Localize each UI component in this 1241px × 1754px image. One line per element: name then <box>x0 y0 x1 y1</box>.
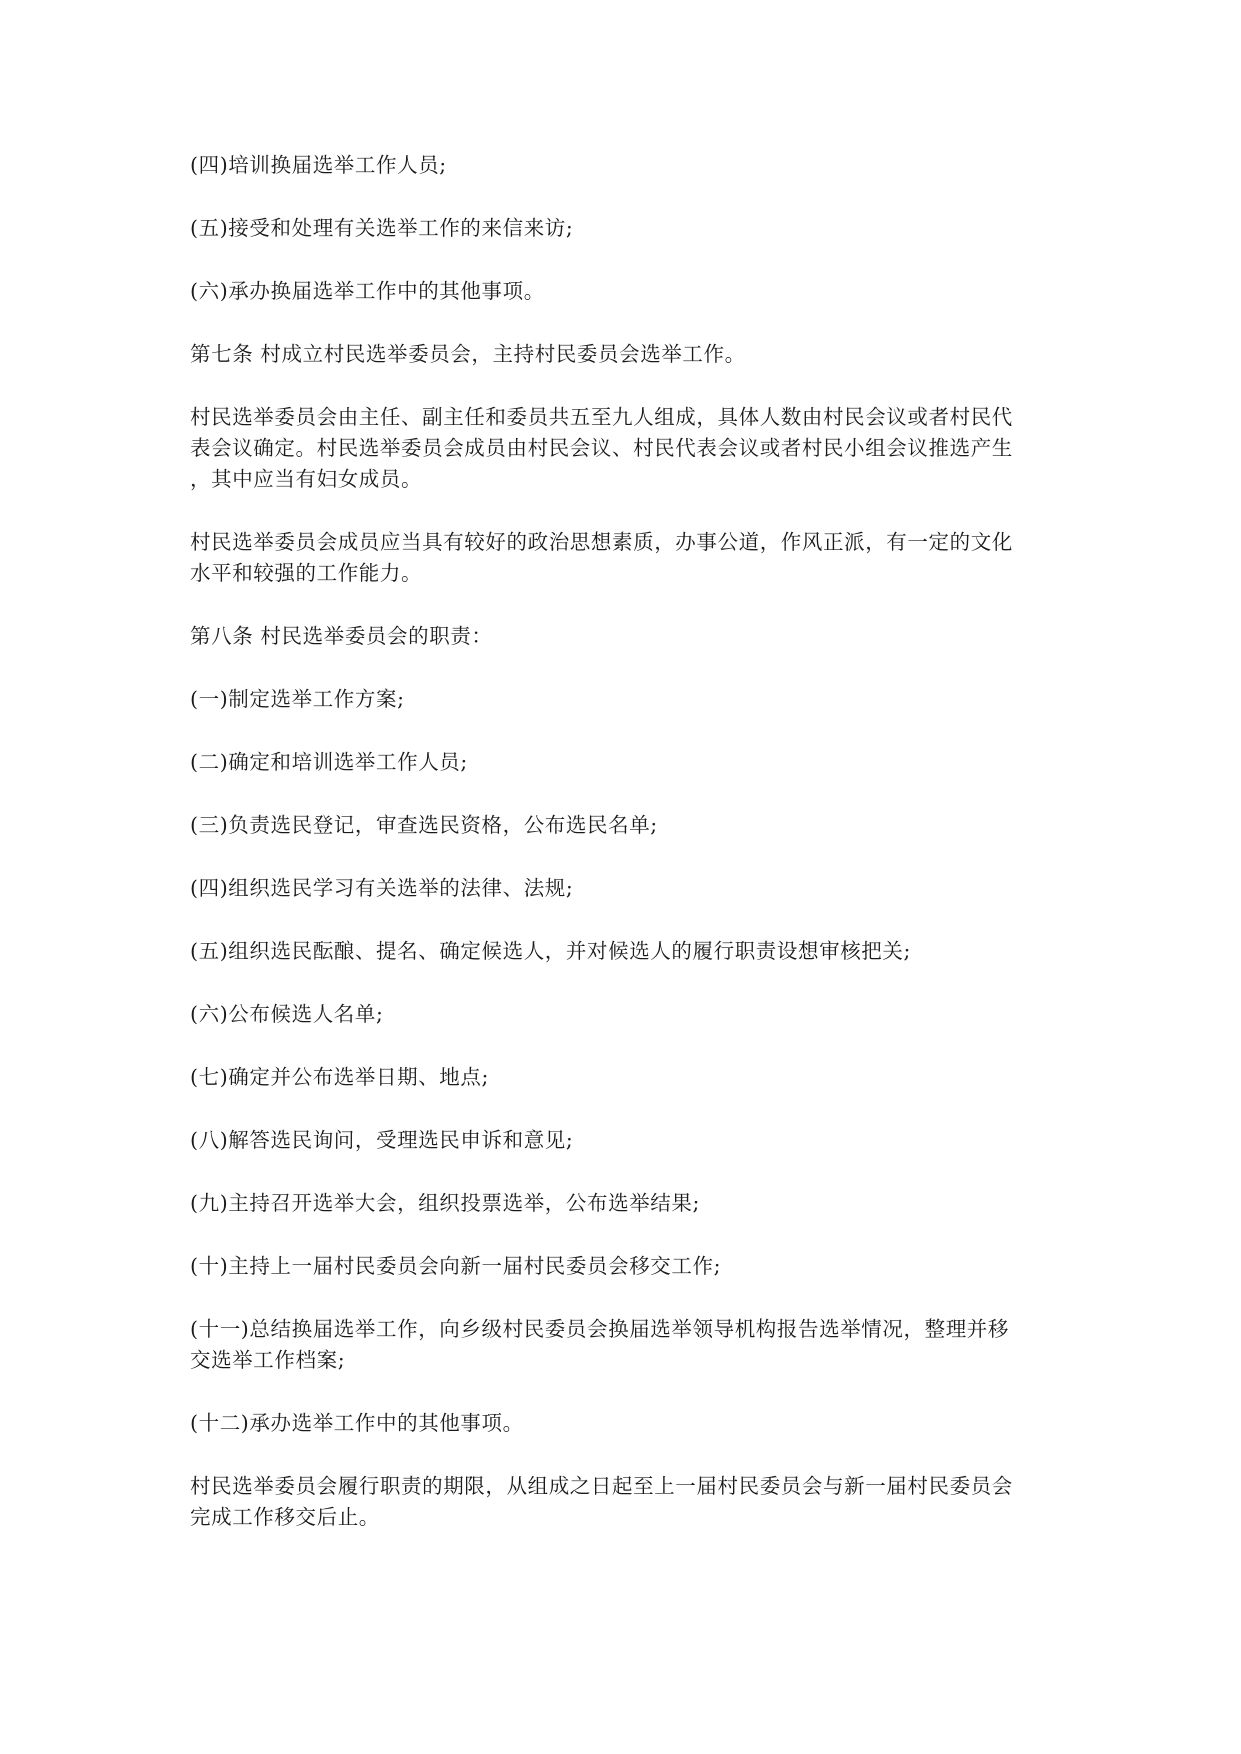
text-line: 村民选举委员会成员应当具有较好的政治思想素质，办事公道，作风正派，有一定的文化 <box>190 530 1013 554</box>
text-line: 第七条 村成立村民选举委员会，主持村民委员会选举工作。 <box>190 342 746 366</box>
text-line: (四)培训换届选举工作人员; <box>190 153 447 177</box>
document-page <box>190 150 1050 1565</box>
list-item <box>190 1314 1050 1376</box>
text-line: 交选举工作档案; <box>190 1348 346 1372</box>
text-line: ，其中应当有妇女成员。 <box>190 467 423 491</box>
text-line: (八)解答选民询问，受理选民申诉和意见; <box>190 1128 574 1152</box>
text-line: (六)承办换届选举工作中的其他事项。 <box>190 279 545 303</box>
list-item <box>190 1188 1050 1219</box>
article-seven-heading <box>190 339 1050 370</box>
list-item <box>190 810 1050 841</box>
list-item <box>190 747 1050 778</box>
paragraph <box>190 213 1050 244</box>
list-item <box>190 873 1050 904</box>
list-item <box>190 1408 1050 1439</box>
text-line: 村民选举委员会履行职责的期限，从组成之日起至上一届村民委员会与新一届村民委员会 <box>190 1474 1013 1498</box>
text-line: (六)公布候选人名单; <box>190 1002 384 1026</box>
paragraph <box>190 276 1050 307</box>
text-line: (一)制定选举工作方案; <box>190 687 405 711</box>
list-item <box>190 1125 1050 1156</box>
paragraph <box>190 527 1050 589</box>
text-line: 第八条 村民选举委员会的职责： <box>190 624 493 648</box>
text-line: (十一)总结换届选举工作，向乡级村民委员会换届选举领导机构报告选举情况，整理并移 <box>190 1317 1009 1341</box>
text-line: (九)主持召开选举大会，组织投票选举，公布选举结果; <box>190 1191 701 1215</box>
text-line: (七)确定并公布选举日期、地点; <box>190 1065 490 1089</box>
text-line: 表会议确定。村民选举委员会成员由村民会议、村民代表会议或者村民小组会议推选产生 <box>190 436 1013 460</box>
list-item <box>190 684 1050 715</box>
paragraph <box>190 402 1050 495</box>
text-line: 村民选举委员会由主任、副主任和委员共五至九人组成，具体人数由村民会议或者村民代 <box>190 405 1013 429</box>
text-line: (五)接受和处理有关选举工作的来信来访; <box>190 216 574 240</box>
list-item <box>190 1062 1050 1093</box>
article-eight-heading <box>190 621 1050 652</box>
text-line: (二)确定和培训选举工作人员; <box>190 750 468 774</box>
text-line: (五)组织选民酝酿、提名、确定候选人，并对候选人的履行职责设想审核把关; <box>190 939 911 963</box>
paragraph <box>190 1471 1050 1533</box>
list-item <box>190 999 1050 1030</box>
list-item <box>190 1251 1050 1282</box>
text-line: (十二)承办选举工作中的其他事项。 <box>190 1411 524 1435</box>
text-line: (十)主持上一届村民委员会向新一届村民委员会移交工作; <box>190 1254 722 1278</box>
paragraph <box>190 150 1050 181</box>
text-line: 水平和较强的工作能力。 <box>190 561 423 585</box>
text-line: (三)负责选民登记，审查选民资格，公布选民名单; <box>190 813 658 837</box>
list-item <box>190 936 1050 967</box>
text-line: (四)组织选民学习有关选举的法律、法规; <box>190 876 574 900</box>
text-line: 完成工作移交后止。 <box>190 1505 380 1529</box>
